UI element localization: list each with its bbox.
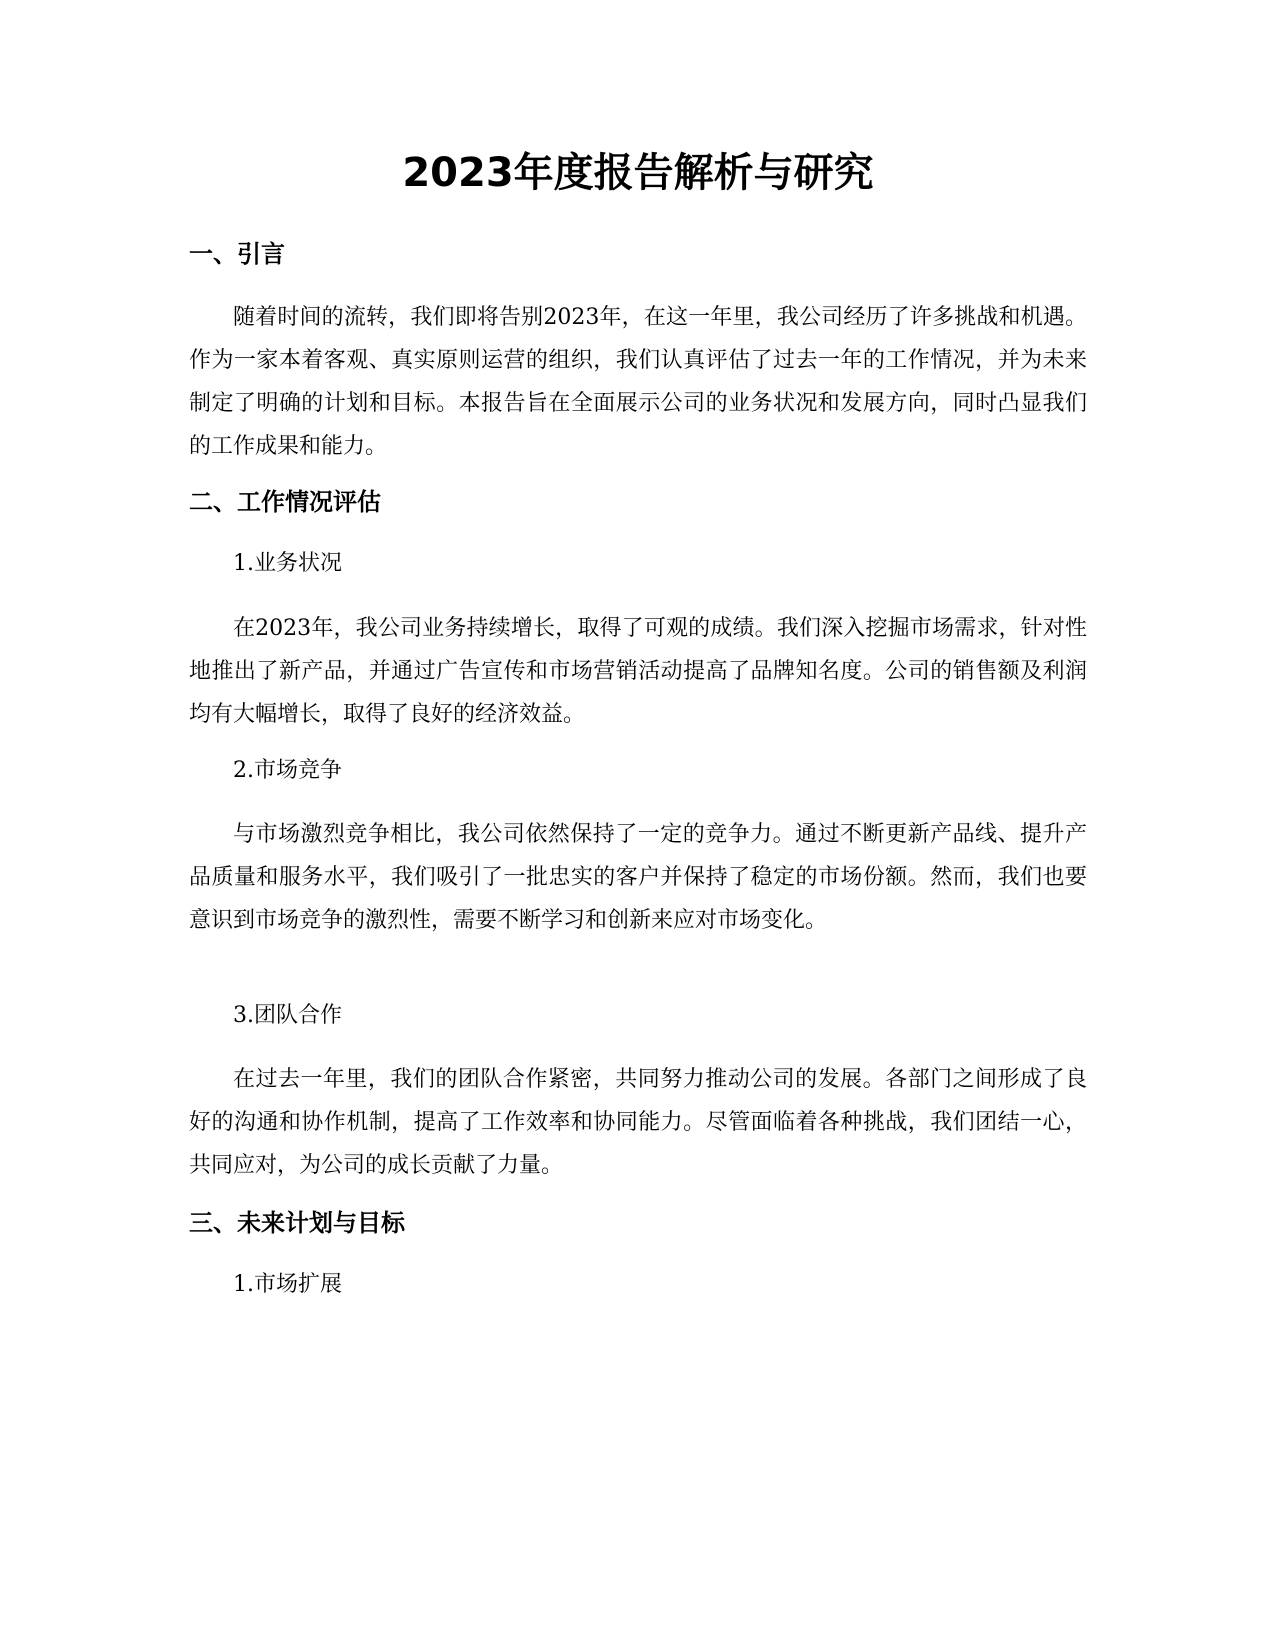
market-competition-paragraph: 与市场激烈竞争相比，我公司依然保持了一定的竞争力。通过不断更新产品线、提升产品质量和服务水平，我们吸引了一批忠实的客户并保持了稳定的市场份额。然而，我们也要意识到市场竞争的激烈性，需要不断学习和创新来应对市场变化。: [189, 822, 1087, 933]
introduction-paragraph: 随着时间的流转，我们即将告别2023年，在这一年里，我公司经历了许多挑战和机遇。作为一家本着客观、真实原则运营的组织，我们认真评估了过去一年的工作情况，并为未来制定了明确的计划和目标。本报告旨在全面展示公司的业务状况和发展方向，同时凸显我们的工作成果和能力。: [189, 305, 1087, 459]
team-cooperation-paragraph: 在过去一年里，我们的团队合作紧密，共同努力推动公司的发展。各部门之间形成了良好的沟通和协作机制，提高了工作效率和协同能力。尽管面临着各种挑战，我们团结一心，共同应对，为公司的成长贡献了力量。: [189, 1067, 1087, 1178]
subsection-title-market-competition: 2.市场竞争: [233, 758, 342, 783]
subsection-title-team-cooperation: 3.团队合作: [233, 1003, 342, 1028]
subsection-title-business-status: 1.业务状况: [233, 551, 342, 576]
document-title: 2023年度报告解析与研究: [402, 150, 874, 196]
section-heading-work-evaluation: 二、工作情况评估: [189, 488, 381, 516]
business-status-paragraph: 在2023年，我公司业务持续增长，取得了可观的成绩。我们深入挖掘市场需求，针对性地推出了新产品，并通过广告宣传和市场营销活动提高了品牌知名度。公司的销售额及利润均有大幅增长，取得了良好的经济效益。: [189, 616, 1087, 727]
subsection-title-market-expansion: 1.市场扩展: [233, 1272, 342, 1297]
section-heading-future-plans: 三、未来计划与目标: [189, 1209, 405, 1237]
section-heading-introduction: 一、引言: [189, 240, 285, 268]
